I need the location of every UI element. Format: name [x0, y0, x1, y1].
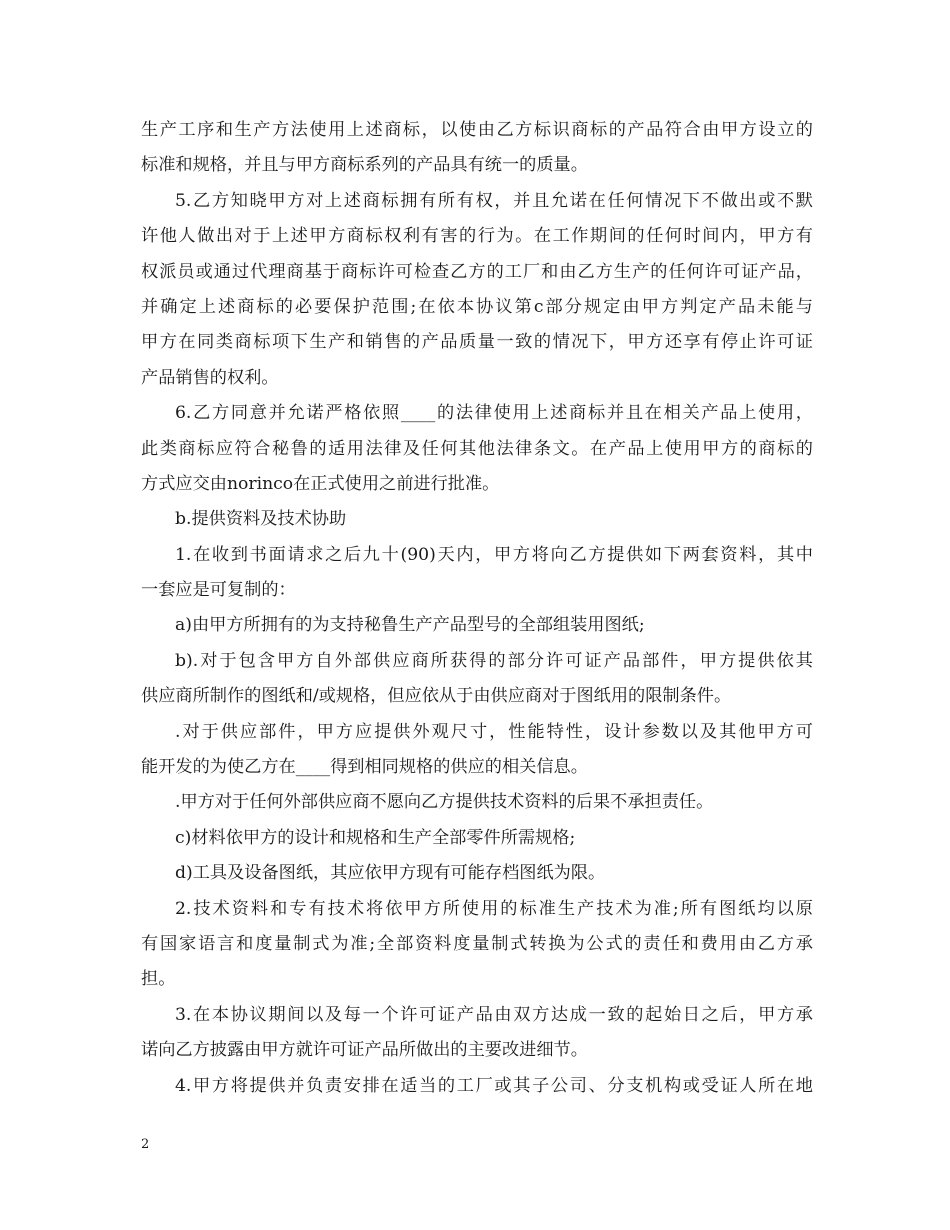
paragraph-start-line: 5.乙方知晓甲方对上述商标拥有所有权，并且允诺在任何情况下不做出或不默: [175, 190, 813, 211]
text-line: 能开发的为使乙方在____得到相同规格的供应的相关信息。: [141, 757, 588, 778]
text-line: 生产工序和生产方法使用上述商标，以使由乙方标识商标的产品符合由甲方设立的: [141, 120, 813, 140]
paragraph-start-line: .对于供应部件，甲方应提供外观尺寸，性能特性，设计参数以及其他甲方可: [175, 721, 813, 742]
paragraph-start-line: a)由甲方所拥有的为支持秘鲁生产产品型号的全部组装用图纸;: [175, 615, 645, 636]
paragraph-start-line: 1.在收到书面请求之后九十(90)天内，甲方将向乙方提供如下两套资料，其中: [175, 544, 813, 565]
text-line: 一套应是可复制的：: [141, 580, 296, 601]
text-line: 方式应交由norinco在正式使用之前进行批准。: [141, 473, 500, 494]
text-line: 许他人做出对于上述甲方商标权利有害的行为。在工作期间的任何时间内，甲方有: [141, 226, 813, 247]
paragraph-start-line: 3.在本协议期间以及每一个许可证产品由双方达成一致的起始日之后，甲方承: [175, 1004, 813, 1025]
paragraph-start-line: c)材料依甲方的设计和规格和生产全部零件所需规格;: [175, 827, 576, 848]
text-line: 产品销售的权利。: [141, 367, 279, 388]
text-line: 担。: [141, 969, 176, 990]
text-line: 此类商标应符合秘鲁的适用法律及任何其他法律条文。在产品上使用甲方的商标的: [141, 438, 813, 459]
page-number: 2: [141, 1137, 150, 1152]
section-heading: b.提供资料及技术协助: [175, 509, 347, 530]
text-line: 标准和规格，并且与甲方商标系列的产品具有统一的质量。: [141, 155, 588, 176]
paragraph-start-line: b).对于包含甲方自外部供应商所获得的部分许可证产品部件，甲方提供依其: [175, 650, 813, 671]
paragraph-start-line: 4.甲方将提供并负责安排在适当的工厂或其子公司、分支机构或受证人所在地: [175, 1075, 813, 1096]
text-line: 并确定上述商标的必要保护范围;在依本协议第c部分规定由甲方判定产品未能与: [141, 296, 813, 317]
paragraph-start-line: 6.乙方同意并允诺严格依照____的法律使用上述商标并且在相关产品上使用，: [175, 403, 813, 424]
paragraph-start-line: d)工具及设备图纸，其应依甲方现有可能存档图纸为限。: [175, 863, 606, 884]
text-line: 诺向乙方披露由甲方就许可证产品所做出的主要改进细节。: [141, 1040, 588, 1061]
paragraph-start-line: .甲方对于任何外部供应商不愿向乙方提供技术资料的后果不承担责任。: [175, 792, 714, 813]
text-line: 有国家语言和度量制式为准;全部资料度量制式转换为公式的责任和费用由乙方承: [141, 933, 813, 954]
paragraph-start-line: 2.技术资料和专有技术将依甲方所使用的标准生产技术为准;所有图纸均以原: [175, 898, 813, 919]
text-line: 权派员或通过代理商基于商标许可检查乙方的工厂和由乙方生产的任何许可证产品，: [141, 261, 813, 282]
text-line: 供应商所制作的图纸和/或规格，但应依从于由供应商对于图纸用的限制条件。: [141, 686, 732, 707]
document-body: [141, 113, 813, 1104]
text-line: 甲方在同类商标项下生产和销售的产品质量一致的情况下，甲方还享有停止许可证: [141, 332, 813, 353]
